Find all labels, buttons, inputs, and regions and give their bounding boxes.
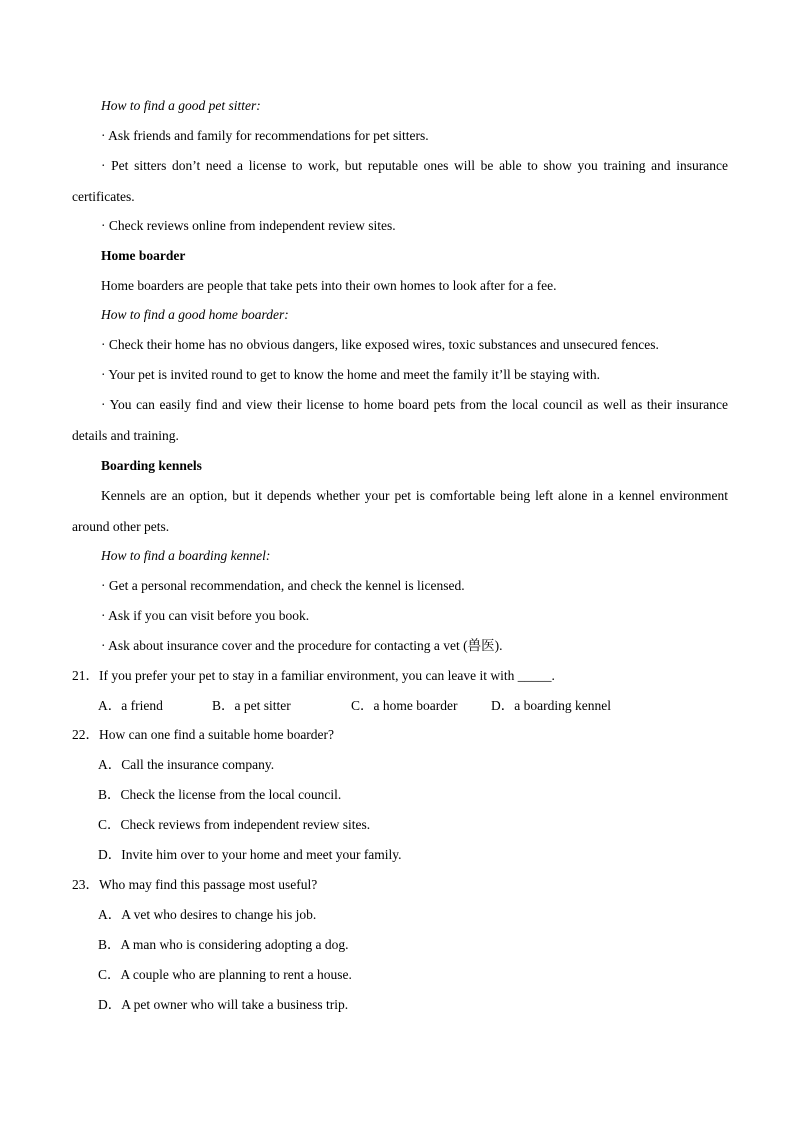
question-23-option-d: D．A pet owner who will take a business trip.: [98, 997, 349, 1012]
sitter-section-heading: How to find a good pet sitter:: [101, 98, 261, 113]
question-23-option-a: A．A vet who desires to change his job.: [98, 907, 317, 922]
sitter-tip-3: · Check reviews online from independent review sites.: [101, 218, 396, 233]
home-boarder-title: Home boarder: [101, 248, 186, 263]
home-boarder-tip-1: · Check their home has no obvious dangers, like exposed wires, toxic substances and unsecured fences.: [101, 337, 659, 352]
question-21-stem: 21．If you prefer your pet to stay in a familiar environment, you can leave it with _____.: [72, 668, 555, 683]
question-22-option-a: A．Call the insurance company.: [98, 757, 275, 772]
kennel-tip-1: · Get a personal recommendation, and check the kennel is licensed.: [101, 578, 465, 593]
question-21-option-b: B．a pet sitter: [212, 698, 291, 713]
kennel-tip-2: · Ask if you can visit before you book.: [101, 608, 310, 623]
home-boarder-heading: How to find a good home boarder:: [101, 307, 289, 322]
boarding-kennels-heading: How to find a boarding kennel:: [101, 548, 271, 563]
question-22-option-d: D．Invite him over to your home and meet your family.: [98, 847, 402, 862]
boarding-kennels-description: Kennels are an option, but it depends whether your pet is comfortable being left alone in a kennel environment around other pets.: [72, 488, 728, 534]
home-boarder-tip-3: · You can easily find and view their license to home board pets from the local council as well as their insurance details and training.: [72, 397, 728, 443]
home-boarder-tip-2: · Your pet is invited round to get to know the home and meet the family it’ll be staying with.: [101, 367, 601, 382]
home-boarder-description: Home boarders are people that take pets into their own homes to look after for a fee.: [101, 278, 557, 293]
question-21-options: [98, 696, 658, 716]
question-21-option-c: C．a home boarder: [351, 698, 458, 713]
question-21-option-d: D．a boarding kennel: [491, 698, 611, 713]
question-22-stem: 22．How can one find a suitable home boarder?: [72, 727, 335, 742]
question-23-option-c: C．A couple who are planning to rent a house.: [98, 967, 352, 982]
question-23-option-b: B．A man who is considering adopting a dog.: [98, 937, 349, 952]
kennel-tip-3: · Ask about insurance cover and the procedure for contacting a vet (兽医).: [101, 638, 503, 653]
boarding-kennels-title: Boarding kennels: [101, 458, 202, 473]
question-22-option-b: B．Check the license from the local council.: [98, 787, 342, 802]
sitter-tip-2: · Pet sitters don’t need a license to work, but reputable ones will be able to show you training and insurance certificates.: [72, 158, 728, 204]
sitter-tip-1: · Ask friends and family for recommendations for pet sitters.: [101, 128, 429, 143]
question-23-stem: 23．Who may find this passage most useful?: [72, 877, 318, 892]
question-22-option-c: C．Check reviews from independent review sites.: [98, 817, 371, 832]
question-21-option-a: A．a friend: [98, 698, 163, 713]
